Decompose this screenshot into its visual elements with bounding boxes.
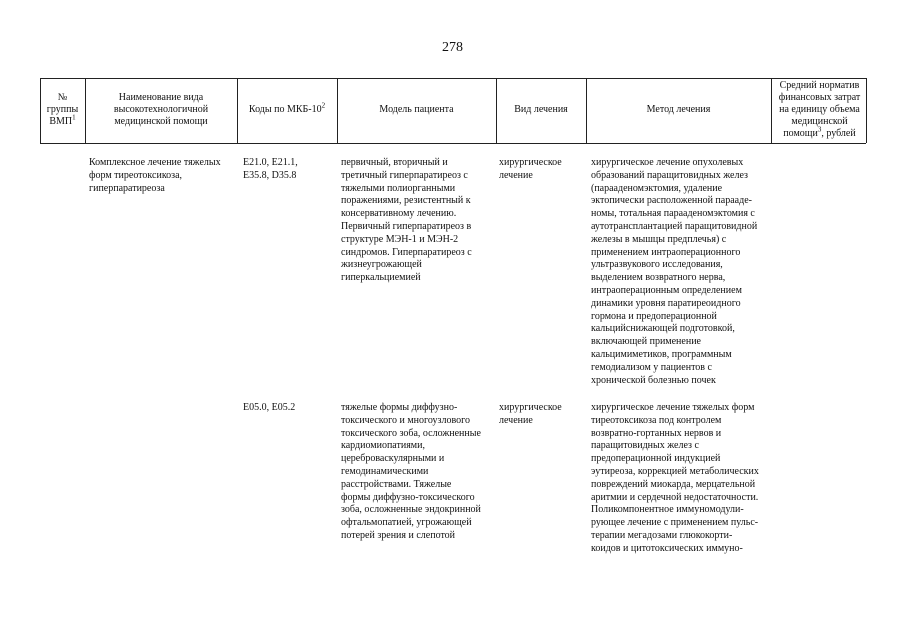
column-divider <box>771 78 772 143</box>
row1-icd-codes: E21.0, E21.1, E35.8, D35.8 <box>243 157 298 181</box>
header-patient-model: Модель пациента <box>379 104 454 115</box>
header-group-l3: ВМП$^1$ <box>49 113 76 127</box>
row1-care-name: Комплексное лечение тяжелых форм тиреотоксикоза, гиперпаратиреоза <box>89 157 221 194</box>
header-cost-norm: Средний норматив финансовых затрат на единицу объема медицинской помощи$^3$, рублей <box>778 80 861 139</box>
row1-treatment-type: хирургическое лечение <box>499 157 562 181</box>
row2-icd-codes: E05.0, E05.2 <box>243 402 296 413</box>
row2-patient-model: тяжелые формы диффузно- токсического и многоузлового токсического зоба, осложненные кардиомиопатиями, цереброваскулярными и гемодинамическими расстройствами. Тяжелые формы диффузно-токсического зоба, осложненные эндокринной офтальмопатией, угрожающей потерей зрения и слепотой <box>341 402 481 541</box>
row2-treatment-method: хирургическое лечение тяжелых форм тиреотоксикоза под контролем возвратно-гортанных нервов и паращитовидных желез с предоперационной индукцией эутиреоза, коррекцией метаболических повреждений миокарда, мерцательной аритмии и сердечной недостаточности. Поликомпонентное иммуномодули- рующее лечение с применением пульс- терапии мегадозами глюкокорти- коидов и цитотоксических иммуно- <box>591 402 759 554</box>
column-divider <box>866 78 867 143</box>
header-group-l1: № <box>57 92 68 103</box>
footnote-ref: 1 <box>72 113 76 122</box>
row2-treatment-type: хирургическое лечение <box>499 402 562 426</box>
row1-treatment-method: хирургическое лечение опухолевых образований паращитовидных желез (парааденомэктомия, удаление эктопически расположенной парааде- номы, тотальная парааденомэктомия с аутотрансплантацией паращитовидной железы в мышцы предплечья) с применением интраоперационного ультразвукового исследования, выделением возвратного нерва, интраоперационным определением динамики уровня паратиреоидного гормона и предоперационной кальцийснижающей подготовкой, включающей применение кальцимиметиков, программным гемодиализом у пациентов с хронической болезнью почек <box>591 157 758 386</box>
row1-patient-model: первичный, вторичный и третичный гиперпаратиреоз с тяжелыми полиорганными поражениями, резистентный к консервативному лечению. Первичный гиперпаратиреоз в структуре МЭН-1 и МЭН-2 синдромов. Гиперпаратиреоз с жизнеугрожающей гиперкальциемией <box>341 157 472 284</box>
header-treatment-type: Вид лечения <box>514 104 568 115</box>
table-header-rule <box>40 143 866 144</box>
header-group-number <box>40 78 85 142</box>
page-number: 278 <box>442 40 463 55</box>
footnote-ref: 2 <box>321 101 326 110</box>
header-icd-codes: Коды по МКБ-$10^2$ <box>248 101 326 115</box>
header-care-name: Наименование вида высокотехнологичной медицинской помощи <box>113 92 209 127</box>
footnote-ref: 3 <box>817 125 822 134</box>
header-group-l2: группы <box>46 104 79 115</box>
header-treatment-method: Метод лечения <box>646 104 711 115</box>
column-divider <box>85 78 86 143</box>
